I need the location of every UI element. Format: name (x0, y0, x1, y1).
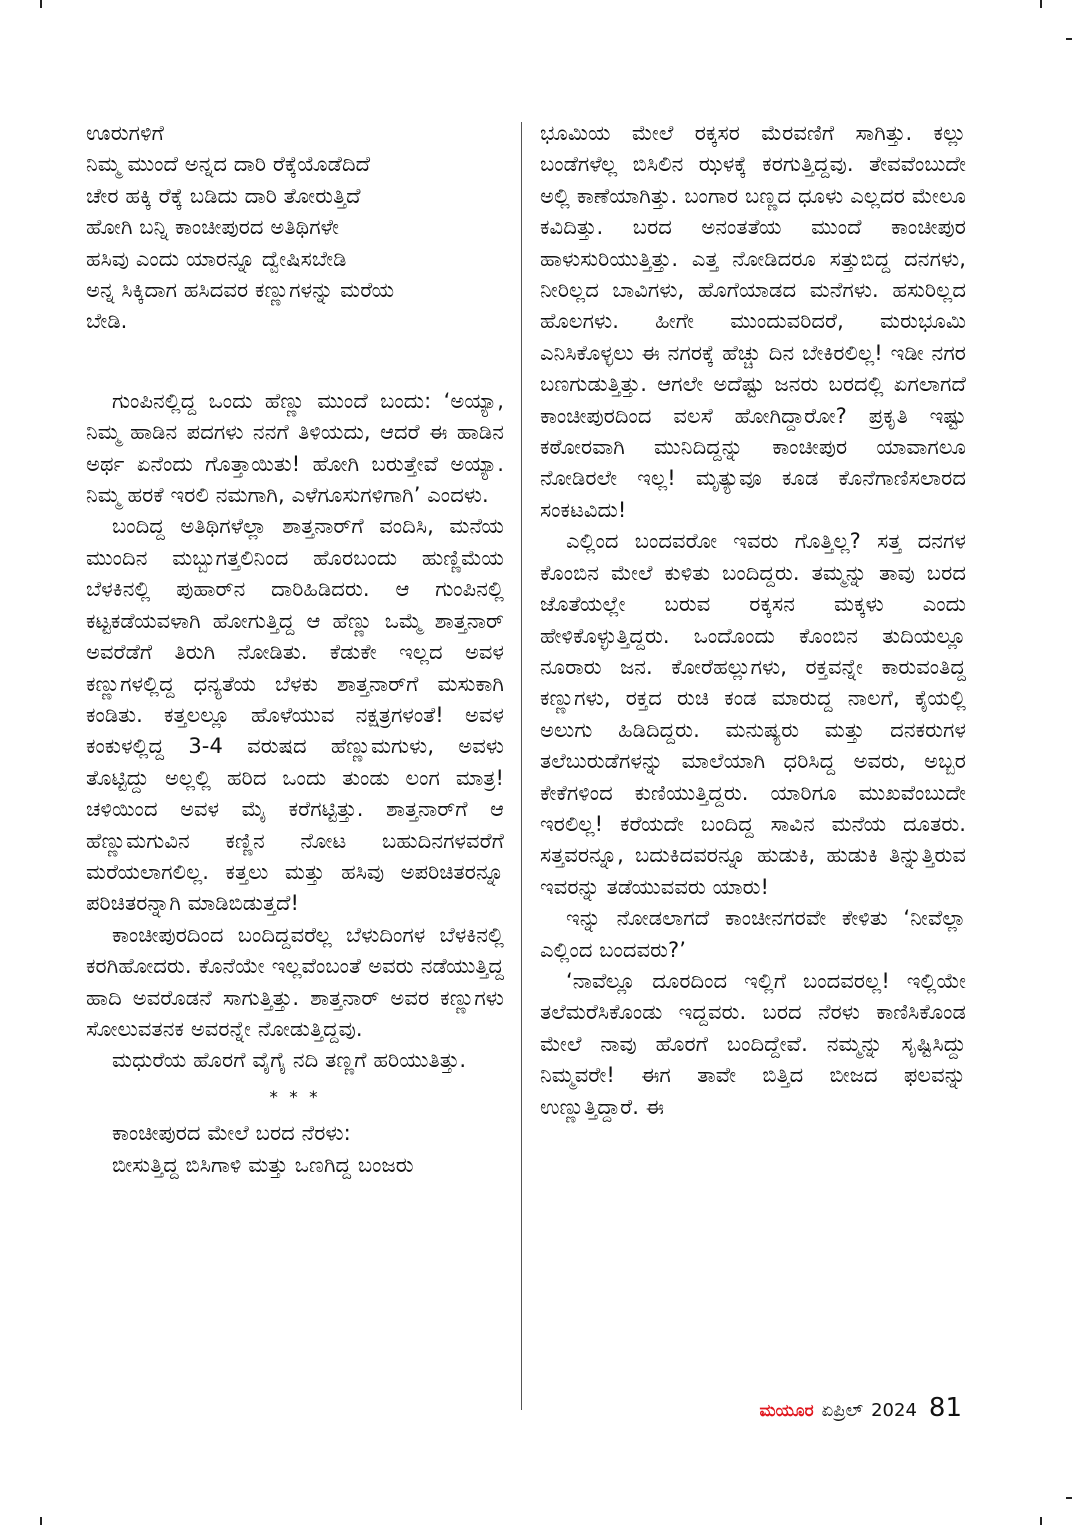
issue-year: 2024 (871, 1400, 917, 1421)
verse-line: ನಿಮ್ಮ ಮುಂದೆ ಅನ್ನದ ದಾರಿ ರೆಕ್ಕೆಯೊಡೆದಿದೆ (86, 152, 371, 177)
section-separator: * * * (269, 1087, 321, 1108)
verse-line: ಬೇಡಿ. (86, 309, 128, 334)
crop-mark-top-right (1040, 0, 1042, 8)
left-column (86, 118, 504, 1181)
crop-mark-right-lower (1066, 1497, 1072, 1499)
verse-line: ಹೋಗಿ ಬನ್ನಿ ಕಾಂಚೀಪುರದ ಅತಿಥಿಗಳೇ (86, 215, 340, 240)
paragraph: ಗುಂಪಿನಲ್ಲಿದ್ದ ಒಂದು ಹೆಣ್ಣು ಮುಂದೆ ಬಂದು: ‘ಅಯ್ಯಾ, ನಿಮ್ಮ ಹಾಡಿನ ಪದಗಳು ನನಗೆ ತಿಳಿಯದು, ಆದರೆ ಈ ಹಾಡಿನ ಅರ್ಥ ಏನೆಂದು ಗೊತ್ತಾಯಿತು! ಹೋಗಿ ಬರುತ್ತೇವೆ ಅಯ್ಯಾ. ನಿಮ್ಮ ಹರಕೆ ಇರಲಿ ನಮಗಾಗಿ, ಎಳೆಗೂಸುಗಳಿಗಾಗಿ’ ಎಂದಳು. (86, 388, 504, 508)
crop-mark-bottom-right (1040, 1517, 1042, 1525)
issue-month: ಏಪ್ರಿಲ್ (821, 1400, 864, 1421)
paragraph: ಬಂದಿದ್ದ ಅತಿಥಿಗಳೆಲ್ಲಾ ಶಾತ್ತನಾರ್‌ಗೆ ವಂದಿಸಿ, ಮನೆಯ ಮುಂದಿನ ಮಬ್ಬುಗತ್ತಲಿನಿಂದ ಹೊರಬಂದು ಹುಣ್ಣಿಮೆಯ ಬೆಳಕಿನಲ್ಲಿ ಪುಹಾರ್‌ನ ದಾರಿಹಿಡಿದರು. ಆ ಗುಂಪಿನಲ್ಲಿ ಕಟ್ಟಕಡೆಯವಳಾಗಿ ಹೋಗುತ್ತಿದ್ದ ಆ ಹೆಣ್ಣು ಒಮ್ಮೆ ಶಾತ್ತನಾರ್ ಅವರೆಡೆಗೆ ತಿರುಗಿ ನೋಡಿತು. ಕೆಡುಕೇ ಇಲ್ಲದ ಅವಳ ಕಣ್ಣುಗಳಲ್ಲಿದ್ದ ಧನ್ಯತೆಯ ಬೆಳಕು ಶಾತ್ತನಾರ್‌ಗೆ ಮಸುಕಾಗಿ ಕಂಡಿತು. ಕತ್ತಲಲ್ಲೂ ಹೊಳೆಯುವ ನಕ್ಷತ್ರಗಳಂತೆ! ಅವಳ ಕಂಕುಳಲ್ಲಿದ್ದ 3-4 ವರುಷದ ಹೆಣ್ಣುಮಗುಳು, ಅವಳು ತೊಟ್ಟಿದ್ದು ಅಲ್ಲಲ್ಲಿ ಹರಿದ ಒಂದು ತುಂಡು ಲಂಗ ಮಾತ್ರ! ಚಳಿಯಿಂದ ಅವಳ ಮೈ ಕರೆಗಟ್ಟಿತ್ತು. ಶಾತ್ತನಾರ್‌ಗೆ ಆ ಹೆಣ್ಣುಮಗುವಿನ ಕಣ್ಣಿನ ನೋಟ ಬಹುದಿನಗಳವರೆಗೆ ಮರೆಯಲಾಗಲಿಲ್ಲ. ಕತ್ತಲು ಮತ್ತು ಹಸಿವು ಅಪರಿಚಿತರನ್ನೂ ಪರಿಚಿತರನ್ನಾಗಿ ಮಾಡಿಬಿಡುತ್ತದೆ! (86, 514, 504, 916)
page-number: 81 (928, 1393, 962, 1423)
magazine-brand: ಮಯೂರ (759, 1401, 814, 1421)
verse-line: ಅನ್ನ ಸಿಕ್ಕಿದಾಗ ಹಸಿದವರ ಕಣ್ಣುಗಳನ್ನು ಮರೆಯ (86, 278, 395, 303)
verse-line: ಹಸಿವು ಎಂದು ಯಾರನ್ನೂ ದ್ವೇಷಿಸಬೇಡಿ (86, 246, 347, 271)
crop-mark-bottom-left (40, 1517, 42, 1525)
crop-mark-top-left (40, 0, 42, 8)
verse (86, 118, 504, 338)
crop-mark-right-upper (1066, 38, 1072, 40)
paragraph: ಬೀಸುತ್ತಿದ್ದ ಬಿಸಿಗಾಳಿ ಮತ್ತು ಒಣಗಿದ್ದ ಬಂಜರು (112, 1152, 414, 1177)
paragraph: ಮಧುರೆಯ ಹೊರಗೆ ವೈಗೈ ನದಿ ತಣ್ಣಗೆ ಹರಿಯುತಿತ್ತು. (112, 1048, 467, 1073)
paragraph: ಇನ್ನು ನೋಡಲಾಗದೆ ಕಾಂಚೀನಗರವೇ ಕೇಳಿತು ‘ನೀವೆಲ್ಲಾ ಎಲ್ಲಿಂದ ಬಂದವರು?’ (540, 906, 966, 962)
paragraph: ‘ನಾವೆಲ್ಲೂ ದೂರದಿಂದ ಇಲ್ಲಿಗೆ ಬಂದವರಲ್ಲ! ಇಲ್ಲಿಯೇ ತಲೆಮರೆಸಿಕೊಂಡು ಇದ್ದವರು. ಬರದ ನೆರಳು ಕಾಣಿಸಿಕೊಂಡ ಮೇಲೆ ನಾವು ಹೊರಗೆ ಬಂದಿದ್ದೇವೆ. ನಮ್ಮನ್ನು ಸೃಷ್ಟಿಸಿದ್ದು ನಿಮ್ಮವರೇ! ಈಗ ತಾವೇ ಬಿತ್ತಿದ ಬೀಜದ ಫಲವನ್ನು ಉಣ್ಣುತ್ತಿದ್ದಾರೆ. ಈ (540, 968, 966, 1119)
paragraph: ಕಾಂಚೀಪುರದಿಂದ ಬಂದಿದ್ದವರೆಲ್ಲ ಬೆಳುದಿಂಗಳ ಬೆಳಕಿನಲ್ಲಿ ಕರಗಿಹೋದರು. ಕೊನೆಯೇ ಇಲ್ಲವೆಂಬಂತೆ ಅವರು ನಡೆಯುತ್ತಿದ್ದ ಹಾದಿ ಅವರೊಡನೆ ಸಾಗುತ್ತಿತ್ತು. ಶಾತ್ತನಾರ್ ಅವರ ಕಣ್ಣುಗಳು ಸೋಲುವತನಕ ಅವರನ್ನೇ ನೋಡುತ್ತಿದ್ದವು. (86, 922, 504, 1041)
verse-line: ಚೇರ ಹಕ್ಕಿ ರೆಕ್ಕೆ ಬಡಿದು ದಾರಿ ತೋರುತ್ತಿದೆ (86, 183, 361, 208)
paragraph: ಭೂಮಿಯ ಮೇಲೆ ರಕ್ಕಸರ ಮೆರವಣಿಗೆ ಸಾಗಿತ್ತು. ಕಲ್ಲು ಬಂಡೆಗಳೆಲ್ಲ ಬಿಸಿಲಿನ ಝಳಕ್ಕೆ ಕರಗುತ್ತಿದ್ದವು. ತೇವವೆಂಬುದೇ ಅಲ್ಲಿ ಕಾಣೆಯಾಗಿತ್ತು. ಬಂಗಾರ ಬಣ್ಣದ ಧೂಳು ಎಲ್ಲದರ ಮೇಲೂ ಕವಿದಿತ್ತು. ಬರದ ಅನಂತತೆಯ ಮುಂದೆ ಕಾಂಚೀಪುರ ಹಾಳುಸುರಿಯುತ್ತಿತ್ತು. ಎತ್ತ ನೋಡಿದರೂ ಸತ್ತುಬಿದ್ದ ದನಗಳು, ನೀರಿಲ್ಲದ ಬಾವಿಗಳು, ಹೊಗೆಯಾಡದ ಮನೆಗಳು. ಹಸುರಿಲ್ಲದ ಹೊಲಗಳು. ಹೀಗೇ ಮುಂದುವರಿದರೆ, ಮರುಭೂಮಿ ಎನಿಸಿಕೊಳ್ಳಲು ಈ ನಗರಕ್ಕೆ ಹೆಚ್ಚು ದಿನ ಬೇಕಿರಲಿಲ್ಲ! ಇಡೀ ನಗರ ಬಣಗುಡುತ್ತಿತ್ತು. ಆಗಲೇ ಅದೆಷ್ಟು ಜನರು ಬರದಲ್ಲಿ ಏಗಲಾಗದೆ ಕಾಂಚೀಪುರದಿಂದ ವಲಸೆ ಹೋಗಿದ್ದಾರೋ? ಪ್ರಕೃತಿ ಇಷ್ಟು ಕಠೋರವಾಗಿ ಮುನಿದಿದ್ದನ್ನು ಕಾಂಚೀಪುರ ಯಾವಾಗಲೂ ನೋಡಿರಲೇ ಇಲ್ಲ! ಮೃತ್ಯುವೂ ಕೂಡ ಕೊನೆಗಾಣಿಸಲಾರದ ಸಂಕಟವಿದು! (540, 121, 966, 522)
paragraph: ಕಾಂಚೀಪುರದ ಮೇಲೆ ಬರದ ನೆರಳು: (112, 1121, 351, 1146)
page-footer (759, 1393, 962, 1423)
column-divider (521, 122, 522, 1410)
verse-line: ಊರುಗಳಿಗೆ (86, 121, 164, 145)
paragraph: ಎಲ್ಲಿಂದ ಬಂದವರೋ ಇವರು ಗೊತ್ತಿಲ್ಲ? ಸತ್ತ ದನಗಳ ಕೊಂಬಿನ ಮೇಲೆ ಕುಳಿತು ಬಂದಿದ್ದರು. ತಮ್ಮನ್ನು ತಾವು ಬರದ ಜೊತೆಯಲ್ಲೇ ಬರುವ ರಕ್ಕಸನ ಮಕ್ಕಳು ಎಂದು ಹೇಳಿಕೊಳ್ಳುತ್ತಿದ್ದರು. ಒಂದೊಂದು ಕೊಂಬಿನ ತುದಿಯಲ್ಲೂ ನೂರಾರು ಜನ. ಕೋರೆಹಲ್ಲುಗಳು, ರಕ್ತವನ್ನೇ ಕಾರುವಂತಿದ್ದ ಕಣ್ಣುಗಳು, ರಕ್ತದ ರುಚಿ ಕಂಡ ಮಾರುದ್ದ ನಾಲಗೆ, ಕೈಯಲ್ಲಿ ಅಲುಗು ಹಿಡಿದಿದ್ದರು. ಮನುಷ್ಯರು ಮತ್ತು ದನಕರುಗಳ ತಲೆಬುರುಡೆಗಳನ್ನು ಮಾಲೆಯಾಗಿ ಧರಿಸಿದ್ದ ಅವರು, ಅಬ್ಬರ ಕೇಕೆಗಳಿಂದ ಕುಣಿಯುತ್ತಿದ್ದರು. ಯಾರಿಗೂ ಮುಖವೆಂಬುದೇ ಇರಲಿಲ್ಲ! ಕರೆಯದೇ ಬಂದಿದ್ದ ಸಾವಿನ ಮನೆಯ ದೂತರು. ಸತ್ತವರನ್ನೂ, ಬದುಕಿದವರನ್ನೂ ಹುಡುಕಿ, ಹುಡುಕಿ ತಿನ್ನುತ್ತಿರುವ ಇವರನ್ನು ತಡೆಯುವವರು ಯಾರು! (540, 529, 966, 899)
right-column (540, 118, 966, 1123)
